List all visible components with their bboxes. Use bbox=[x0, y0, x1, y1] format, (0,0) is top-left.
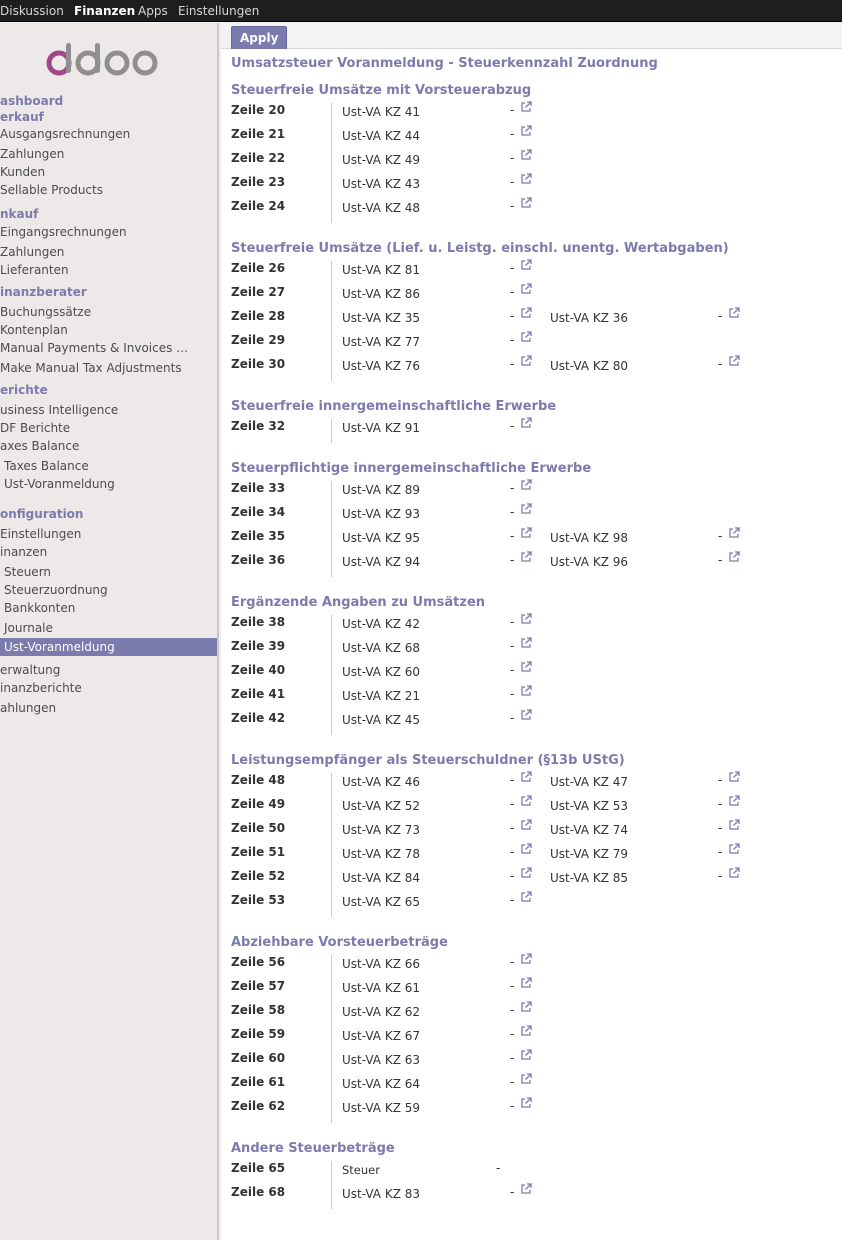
section-title: Abziehbare Vorsteuerbeträge bbox=[231, 935, 448, 950]
field-label: Zeile 48 bbox=[231, 773, 286, 787]
section-title: Steuerfreie Umsätze (Lief. u. Leistg. einschl. unentg. Wertabgaben) bbox=[231, 241, 729, 256]
sidebar-item-einstellungen[interactable]: Einstellungen bbox=[0, 527, 82, 541]
tax-code-field-secondary[interactable]: Ust-VA KZ 53 bbox=[550, 799, 629, 813]
sidebar-item-usiness-intelligence[interactable]: usiness Intelligence bbox=[0, 403, 119, 417]
section-rows bbox=[231, 261, 831, 381]
tax-code-field[interactable]: Ust-VA KZ 44 bbox=[342, 129, 421, 143]
form-row bbox=[231, 1027, 831, 1051]
sidebar-item-sellable-products[interactable]: Sellable Products bbox=[0, 183, 103, 197]
external-link-icon[interactable] bbox=[520, 819, 532, 831]
form-row bbox=[231, 309, 831, 333]
tax-code-field[interactable]: Ust-VA KZ 45 bbox=[342, 713, 421, 727]
tax-code-field-secondary[interactable]: Ust-VA KZ 85 bbox=[550, 871, 629, 885]
external-link-icon[interactable] bbox=[728, 771, 740, 783]
form-row bbox=[231, 333, 831, 357]
tax-code-field[interactable]: Ust-VA KZ 76 bbox=[342, 359, 421, 373]
external-link-icon[interactable] bbox=[520, 709, 532, 721]
empty-marker: - bbox=[510, 285, 515, 299]
empty-marker: - bbox=[510, 869, 515, 883]
external-link-icon[interactable] bbox=[520, 891, 532, 903]
field-label: Zeile 27 bbox=[231, 285, 286, 299]
form-row bbox=[231, 1003, 831, 1027]
form-row bbox=[231, 773, 831, 797]
external-link-icon[interactable] bbox=[520, 1073, 532, 1085]
external-link-icon[interactable] bbox=[728, 551, 740, 563]
form-row bbox=[231, 103, 831, 127]
apply-button[interactable]: Apply bbox=[231, 26, 287, 49]
sidebar-item-manual-payments-invoices[interactable]: Manual Payments & Invoices … bbox=[0, 341, 189, 355]
field-label: Zeile 62 bbox=[231, 1099, 286, 1113]
field-label: Zeile 59 bbox=[231, 1027, 286, 1041]
tax-code-field[interactable]: Steuer bbox=[342, 1163, 380, 1177]
external-link-icon[interactable] bbox=[520, 1001, 532, 1013]
top-menu-einstellungen[interactable]: Einstellungen bbox=[178, 4, 260, 18]
section-title: Steuerfreie Umsätze mit Vorsteuerabzug bbox=[231, 83, 532, 98]
tax-code-field-secondary[interactable]: Ust-VA KZ 36 bbox=[550, 311, 629, 325]
tax-code-field[interactable]: Ust-VA KZ 46 bbox=[342, 775, 421, 789]
external-link-icon[interactable] bbox=[520, 527, 532, 539]
tax-code-field[interactable]: Ust-VA KZ 41 bbox=[342, 105, 421, 119]
form-section bbox=[231, 241, 831, 381]
form-row bbox=[231, 711, 831, 735]
tax-code-field[interactable]: Ust-VA KZ 49 bbox=[342, 153, 421, 167]
form-row bbox=[231, 127, 831, 151]
field-label: Zeile 51 bbox=[231, 845, 286, 859]
section-title: Steuerfreie innergemeinschaftliche Erwerbe bbox=[231, 399, 557, 414]
form-row bbox=[231, 955, 831, 979]
empty-marker: - bbox=[510, 127, 515, 141]
sidebar-item-buchungssätze[interactable]: Buchungssätze bbox=[0, 305, 92, 319]
external-link-icon[interactable] bbox=[520, 417, 532, 429]
tax-code-field-secondary[interactable]: Ust-VA KZ 74 bbox=[550, 823, 629, 837]
tax-code-field[interactable]: Ust-VA KZ 60 bbox=[342, 665, 421, 679]
empty-marker: - bbox=[718, 357, 723, 371]
sidebar-item-erwaltung[interactable]: erwaltung bbox=[0, 663, 61, 677]
sidebar-section-inanzberater[interactable]: inanzberater bbox=[0, 285, 87, 299]
field-label: Zeile 36 bbox=[231, 553, 286, 567]
sidebar-section-ashboard[interactable]: ashboard bbox=[0, 94, 64, 108]
field-label: Zeile 57 bbox=[231, 979, 286, 993]
tax-code-field[interactable]: Ust-VA KZ 78 bbox=[342, 847, 421, 861]
section-rows bbox=[231, 419, 831, 443]
external-link-icon[interactable] bbox=[520, 331, 532, 343]
tax-code-field-secondary[interactable]: Ust-VA KZ 79 bbox=[550, 847, 629, 861]
empty-marker: - bbox=[718, 529, 723, 543]
form-row bbox=[231, 357, 831, 381]
empty-marker: - bbox=[510, 261, 515, 275]
sidebar-item-ust-voranmeldung[interactable]: Ust-Voranmeldung bbox=[0, 638, 219, 656]
empty-marker: - bbox=[510, 1185, 515, 1199]
form-row bbox=[231, 1051, 831, 1075]
form-section bbox=[231, 935, 831, 1123]
form-row bbox=[231, 869, 831, 893]
field-label: Zeile 49 bbox=[231, 797, 286, 811]
external-link-icon[interactable] bbox=[520, 771, 532, 783]
form-row bbox=[231, 1099, 831, 1123]
form-row bbox=[231, 481, 831, 505]
form-row bbox=[231, 419, 831, 443]
empty-marker: - bbox=[510, 151, 515, 165]
empty-marker: - bbox=[510, 639, 515, 653]
field-label: Zeile 58 bbox=[231, 1003, 286, 1017]
field-label: Zeile 20 bbox=[231, 103, 286, 117]
field-label: Zeile 33 bbox=[231, 481, 286, 495]
form-row bbox=[231, 893, 831, 917]
tax-code-field[interactable]: Ust-VA KZ 94 bbox=[342, 555, 421, 569]
sidebar-section-erkauf[interactable]: erkauf bbox=[0, 110, 44, 124]
external-link-icon[interactable] bbox=[520, 503, 532, 515]
sidebar-item-ausgangsrechnungen[interactable]: Ausgangsrechnungen bbox=[0, 127, 131, 141]
form-row bbox=[231, 505, 831, 529]
top-menu-bar bbox=[0, 0, 842, 22]
external-link-icon[interactable] bbox=[728, 307, 740, 319]
field-label: Zeile 21 bbox=[231, 127, 286, 141]
sidebar-item-axes-balance[interactable]: axes Balance bbox=[0, 439, 80, 453]
field-label: Zeile 34 bbox=[231, 505, 286, 519]
section-rows bbox=[231, 773, 831, 917]
empty-marker: - bbox=[510, 615, 515, 629]
field-label: Zeile 53 bbox=[231, 893, 286, 907]
field-label: Zeile 60 bbox=[231, 1051, 286, 1065]
external-link-icon[interactable] bbox=[520, 613, 532, 625]
sidebar-item-kunden[interactable]: Kunden bbox=[0, 165, 46, 179]
empty-marker: - bbox=[510, 529, 515, 543]
form-row bbox=[231, 199, 831, 223]
sidebar-item-eingangsrechnungen[interactable]: Eingangsrechnungen bbox=[0, 225, 127, 239]
sidebar-item-inanzen[interactable]: inanzen bbox=[0, 545, 48, 559]
empty-marker: - bbox=[510, 357, 515, 371]
empty-marker: - bbox=[718, 821, 723, 835]
field-label: Zeile 30 bbox=[231, 357, 286, 371]
tax-code-field[interactable]: Ust-VA KZ 63 bbox=[342, 1053, 421, 1067]
empty-marker: - bbox=[510, 553, 515, 567]
section-rows bbox=[231, 1161, 831, 1209]
form-section bbox=[231, 753, 831, 917]
empty-marker: - bbox=[510, 175, 515, 189]
sidebar-section-nkauf[interactable]: nkauf bbox=[0, 207, 39, 221]
tax-code-field[interactable]: Ust-VA KZ 95 bbox=[342, 531, 421, 545]
empty-marker: - bbox=[510, 821, 515, 835]
sidebar-item-steuern[interactable]: Steuern bbox=[4, 565, 52, 579]
external-link-icon[interactable] bbox=[520, 355, 532, 367]
section-title: Andere Steuerbeträge bbox=[231, 1141, 395, 1156]
sidebar-item-ust-voranmeldung[interactable]: Ust-Voranmeldung bbox=[4, 477, 115, 491]
section-rows bbox=[231, 955, 831, 1123]
empty-marker: - bbox=[510, 1051, 515, 1065]
field-label: Zeile 65 bbox=[231, 1161, 286, 1175]
form-section bbox=[231, 83, 831, 223]
sidebar-item-lieferanten[interactable]: Lieferanten bbox=[0, 263, 69, 277]
empty-marker: - bbox=[510, 893, 515, 907]
main-content bbox=[221, 23, 842, 1240]
empty-marker: - bbox=[510, 845, 515, 859]
empty-marker: - bbox=[718, 553, 723, 567]
external-link-icon[interactable] bbox=[520, 637, 532, 649]
tax-code-field[interactable]: Ust-VA KZ 64 bbox=[342, 1077, 421, 1091]
field-label: Zeile 32 bbox=[231, 419, 286, 433]
tax-code-field[interactable]: Ust-VA KZ 67 bbox=[342, 1029, 421, 1043]
field-label: Zeile 61 bbox=[231, 1075, 286, 1089]
sidebar-item-make-manual-tax-adjustments[interactable]: Make Manual Tax Adjustments bbox=[0, 361, 182, 375]
form-row bbox=[231, 687, 831, 711]
empty-marker: - bbox=[510, 1027, 515, 1041]
empty-marker: - bbox=[510, 1075, 515, 1089]
empty-marker: - bbox=[510, 333, 515, 347]
tax-code-field[interactable]: Ust-VA KZ 66 bbox=[342, 957, 421, 971]
empty-marker: - bbox=[510, 419, 515, 433]
empty-marker: - bbox=[510, 687, 515, 701]
tax-code-field[interactable]: Ust-VA KZ 86 bbox=[342, 287, 421, 301]
form-row bbox=[231, 285, 831, 309]
sidebar-item-inanzberichte[interactable]: inanzberichte bbox=[0, 681, 82, 695]
field-label: Zeile 41 bbox=[231, 687, 286, 701]
tax-code-field[interactable]: Ust-VA KZ 48 bbox=[342, 201, 421, 215]
form-row bbox=[231, 845, 831, 869]
sidebar-item-zahlungen[interactable]: Zahlungen bbox=[0, 147, 65, 161]
tax-code-field[interactable]: Ust-VA KZ 59 bbox=[342, 1101, 421, 1115]
section-title: Steuerpflichtige innergemeinschaftliche Erwerbe bbox=[231, 461, 592, 476]
external-link-icon[interactable] bbox=[520, 795, 532, 807]
tax-code-field[interactable]: Ust-VA KZ 61 bbox=[342, 981, 421, 995]
external-link-icon[interactable] bbox=[520, 479, 532, 491]
tax-code-field[interactable]: Ust-VA KZ 52 bbox=[342, 799, 421, 813]
external-link-icon[interactable] bbox=[520, 149, 532, 161]
empty-marker: - bbox=[510, 1003, 515, 1017]
form-row bbox=[231, 553, 831, 577]
sidebar-item-taxes-balance[interactable]: Taxes Balance bbox=[4, 459, 89, 473]
sidebar-item-ahlungen[interactable]: ahlungen bbox=[0, 701, 57, 715]
sidebar-section-onfiguration[interactable]: onfiguration bbox=[0, 507, 84, 521]
field-label: Zeile 50 bbox=[231, 821, 286, 835]
empty-marker: - bbox=[718, 773, 723, 787]
tax-code-field[interactable]: Ust-VA KZ 65 bbox=[342, 895, 421, 909]
empty-marker: - bbox=[510, 711, 515, 725]
top-menu-diskussion[interactable]: Diskussion bbox=[0, 4, 64, 18]
external-link-icon[interactable] bbox=[520, 551, 532, 563]
tax-code-field[interactable]: Ust-VA KZ 21 bbox=[342, 689, 421, 703]
tax-code-field[interactable]: Ust-VA KZ 81 bbox=[342, 263, 421, 277]
form-row bbox=[231, 797, 831, 821]
top-menu-finanzen[interactable]: Finanzen bbox=[74, 4, 136, 18]
empty-marker: - bbox=[510, 103, 515, 117]
button-bar bbox=[221, 23, 842, 49]
form-section bbox=[231, 399, 831, 443]
form-row bbox=[231, 1075, 831, 1099]
external-link-icon[interactable] bbox=[520, 867, 532, 879]
empty-marker: - bbox=[510, 481, 515, 495]
field-label: Zeile 24 bbox=[231, 199, 286, 213]
field-label: Zeile 39 bbox=[231, 639, 286, 653]
sidebar-item-journale[interactable]: Journale bbox=[4, 621, 53, 635]
external-link-icon[interactable] bbox=[520, 1183, 532, 1195]
field-label: Zeile 26 bbox=[231, 261, 286, 275]
top-menu-apps[interactable]: Apps bbox=[138, 4, 168, 18]
field-label: Zeile 56 bbox=[231, 955, 286, 969]
tax-code-field[interactable]: Ust-VA KZ 35 bbox=[342, 311, 421, 325]
form-section bbox=[231, 1141, 831, 1209]
section-rows bbox=[231, 615, 831, 735]
section-rows bbox=[231, 481, 831, 577]
form-row bbox=[231, 529, 831, 553]
form-row bbox=[231, 1161, 831, 1185]
tax-code-field[interactable]: Ust-VA KZ 62 bbox=[342, 1005, 421, 1019]
external-link-icon[interactable] bbox=[520, 1097, 532, 1109]
external-link-icon[interactable] bbox=[520, 259, 532, 271]
external-link-icon[interactable] bbox=[520, 1025, 532, 1037]
form-row bbox=[231, 979, 831, 1003]
tax-code-field-secondary[interactable]: Ust-VA KZ 98 bbox=[550, 531, 629, 545]
section-title: Leistungsempfänger als Steuerschuldner (§13b UStG) bbox=[231, 753, 625, 768]
form-section bbox=[231, 595, 831, 735]
empty-marker: - bbox=[510, 773, 515, 787]
tax-code-field[interactable]: Ust-VA KZ 93 bbox=[342, 507, 421, 521]
external-link-icon[interactable] bbox=[520, 953, 532, 965]
tax-code-field[interactable]: Ust-VA KZ 68 bbox=[342, 641, 421, 655]
external-link-icon[interactable] bbox=[728, 867, 740, 879]
form-row bbox=[231, 663, 831, 687]
empty-marker: - bbox=[496, 1161, 501, 1175]
external-link-icon[interactable] bbox=[520, 283, 532, 295]
empty-marker: - bbox=[510, 979, 515, 993]
empty-marker: - bbox=[510, 199, 515, 213]
form-title: Umsatzsteuer Voranmeldung - Steuerkennzahl Zuordnung bbox=[231, 56, 658, 71]
external-link-icon[interactable] bbox=[520, 101, 532, 113]
external-link-icon[interactable] bbox=[728, 527, 740, 539]
form-row bbox=[231, 639, 831, 663]
sidebar-item-bankkonten[interactable]: Bankkonten bbox=[4, 601, 76, 615]
tax-code-field-secondary[interactable]: Ust-VA KZ 80 bbox=[550, 359, 629, 373]
field-label: Zeile 52 bbox=[231, 869, 286, 883]
field-label: Zeile 42 bbox=[231, 711, 286, 725]
external-link-icon[interactable] bbox=[728, 355, 740, 367]
empty-marker: - bbox=[510, 663, 515, 677]
empty-marker: - bbox=[718, 797, 723, 811]
external-link-icon[interactable] bbox=[520, 125, 532, 137]
form-row bbox=[231, 615, 831, 639]
empty-marker: - bbox=[718, 309, 723, 323]
form-row bbox=[231, 1185, 831, 1209]
tax-code-field[interactable]: Ust-VA KZ 43 bbox=[342, 177, 421, 191]
field-label: Zeile 23 bbox=[231, 175, 286, 189]
form-row bbox=[231, 175, 831, 199]
form-section bbox=[231, 461, 831, 577]
external-link-icon[interactable] bbox=[520, 1049, 532, 1061]
empty-marker: - bbox=[510, 797, 515, 811]
tax-code-field[interactable]: Ust-VA KZ 73 bbox=[342, 823, 421, 837]
field-label: Zeile 40 bbox=[231, 663, 286, 677]
external-link-icon[interactable] bbox=[520, 307, 532, 319]
external-link-icon[interactable] bbox=[728, 819, 740, 831]
external-link-icon[interactable] bbox=[520, 197, 532, 209]
empty-marker: - bbox=[510, 309, 515, 323]
sidebar-item-steuerzuordnung[interactable]: Steuerzuordnung bbox=[4, 583, 108, 597]
sidebar-item-zahlungen[interactable]: Zahlungen bbox=[0, 245, 65, 259]
tax-code-field[interactable]: Ust-VA KZ 91 bbox=[342, 421, 421, 435]
field-label: Zeile 68 bbox=[231, 1185, 286, 1199]
empty-marker: - bbox=[510, 955, 515, 969]
sidebar-item-kontenplan[interactable]: Kontenplan bbox=[0, 323, 68, 337]
external-link-icon[interactable] bbox=[520, 685, 532, 697]
form-row bbox=[231, 151, 831, 175]
form-row bbox=[231, 261, 831, 285]
section-rows bbox=[231, 103, 831, 223]
tax-code-field-secondary[interactable]: Ust-VA KZ 47 bbox=[550, 775, 629, 789]
sidebar bbox=[0, 23, 219, 1240]
odoo-logo[interactable] bbox=[44, 39, 164, 83]
sidebar-item-df-berichte[interactable]: DF Berichte bbox=[0, 421, 71, 435]
form-row bbox=[231, 821, 831, 845]
tax-code-field-secondary[interactable]: Ust-VA KZ 96 bbox=[550, 555, 629, 569]
tax-code-field[interactable]: Ust-VA KZ 77 bbox=[342, 335, 421, 349]
external-link-icon[interactable] bbox=[520, 173, 532, 185]
empty-marker: - bbox=[510, 1099, 515, 1113]
section-title: Ergänzende Angaben zu Umsätzen bbox=[231, 595, 486, 610]
field-label: Zeile 29 bbox=[231, 333, 286, 347]
external-link-icon[interactable] bbox=[728, 843, 740, 855]
field-label: Zeile 22 bbox=[231, 151, 286, 165]
sidebar-section-erichte[interactable]: erichte bbox=[0, 383, 48, 397]
field-label: Zeile 35 bbox=[231, 529, 286, 543]
external-link-icon[interactable] bbox=[520, 843, 532, 855]
tax-code-field[interactable]: Ust-VA KZ 84 bbox=[342, 871, 421, 885]
tax-code-field[interactable]: Ust-VA KZ 83 bbox=[342, 1187, 421, 1201]
empty-marker: - bbox=[718, 845, 723, 859]
empty-marker: - bbox=[718, 869, 723, 883]
external-link-icon[interactable] bbox=[520, 661, 532, 673]
tax-code-field[interactable]: Ust-VA KZ 42 bbox=[342, 617, 421, 631]
external-link-icon[interactable] bbox=[520, 977, 532, 989]
external-link-icon[interactable] bbox=[728, 795, 740, 807]
tax-code-field[interactable]: Ust-VA KZ 89 bbox=[342, 483, 421, 497]
field-label: Zeile 28 bbox=[231, 309, 286, 323]
field-label: Zeile 38 bbox=[231, 615, 286, 629]
empty-marker: - bbox=[510, 505, 515, 519]
